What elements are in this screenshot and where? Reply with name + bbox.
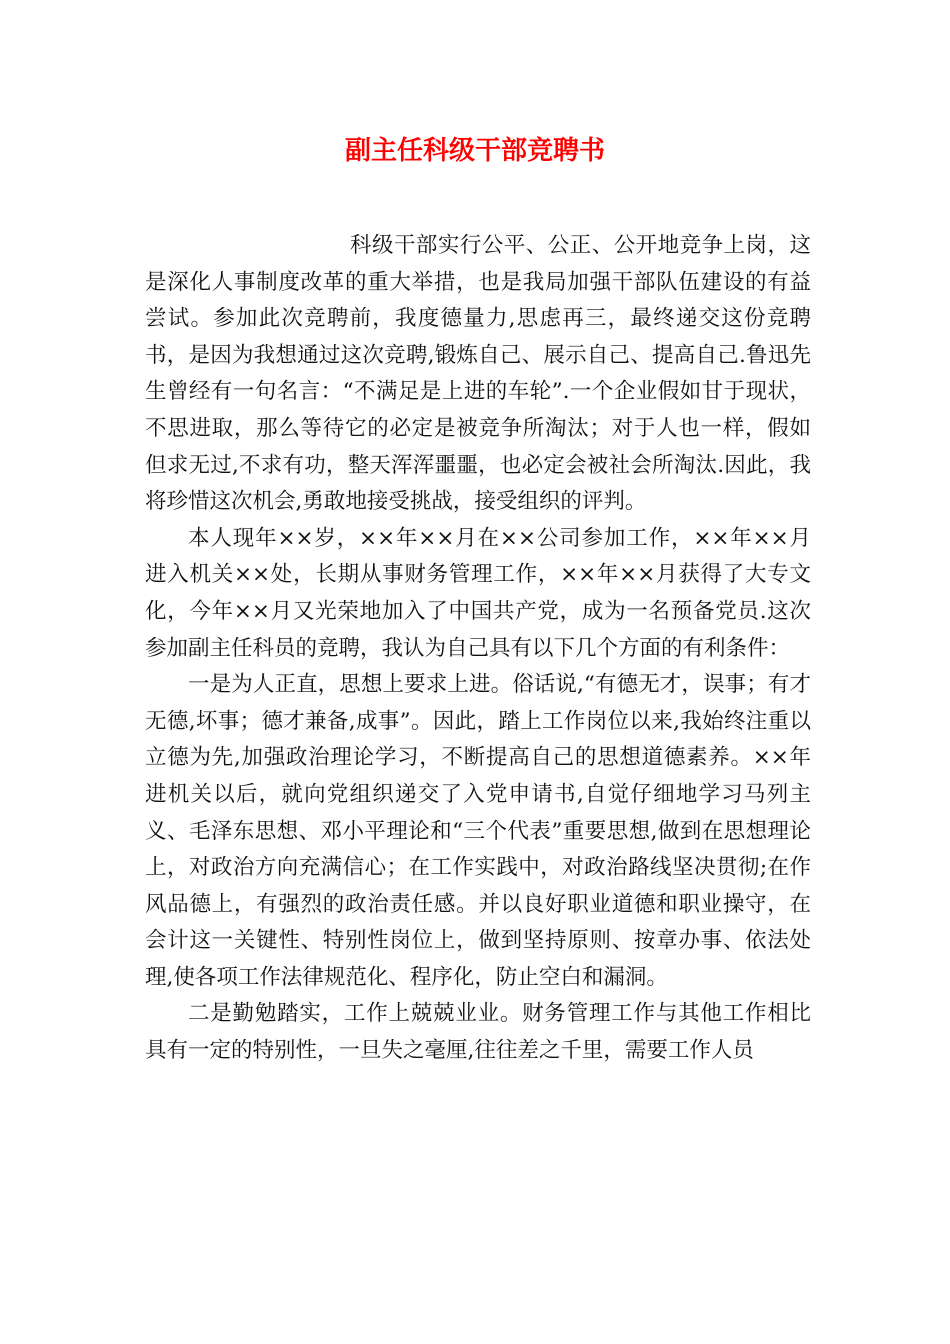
document-body	[145, 228, 811, 1070]
paragraph-background: 本人现年××岁，××年××月在××公司参加工作，××年××月进入机关××处，长期从事财务管理工作，××年××月获得了大专文化，今年××月又光荣地加入了中国共产党，成为一名预备党员.这次参加副主任科员的竞聘，我认为自己具有以下几个方面的有利条件：	[145, 525, 811, 661]
paragraph-point-two: 二是勤勉踏实，工作上兢兢业业。财务管理工作与其他工作相比具有一定的特别性，一旦失之毫厘,往往差之千里，需要工作人员	[145, 1001, 811, 1064]
paragraph-intro: 科级干部实行公平、公正、公开地竞争上岗，这是深化人事制度改革的重大举措，也是我局加强干部队伍建设的有益尝试。参加此次竞聘前，我度德量力,思虑再三，最终递交这份竞聘书，是因为我想通过这次竞聘,锻炼自己、展示自己、提高自己.鲁迅先生曾经有一句名言：“不满足是上进的车轮”.一个企业假如甘于现状，不思进取，那么等待它的必定是被竞争所淘汰；对于人也一样，假如但求无过,不求有功，整天浑浑噩噩，也必定会被社会所淘汰.因此，我将珍惜这次机会,勇敢地接受挑战，接受组织的评判。	[145, 233, 811, 515]
document-title: 副主任科级干部竞聘书	[344, 136, 605, 166]
paragraph-point-one: 一是为人正直，思想上要求上进。俗话说,“有德无才，误事；有才无德,坏事；德才兼备,成事”。因此，踏上工作岗位以来,我始终注重以立德为先,加强政治理论学习，不断提高自己的思想道德素养。××年进机关以后，就向党组织递交了入党申请书,自觉仔细地学习马列主义、毛泽东思想、邓小平理论和“三个代表”重要思想,做到在思想理论上，对政治方向充满信心；在工作实践中，对政治路线坚决贯彻;在作风品德上，有强烈的政治责任感。并以良好职业道德和职业操守，在会计这一关键性、特别性岗位上，做到坚持原则、按章办事、依法处理,使各项工作法律规范化、程序化，防止空白和漏洞。	[145, 672, 811, 990]
